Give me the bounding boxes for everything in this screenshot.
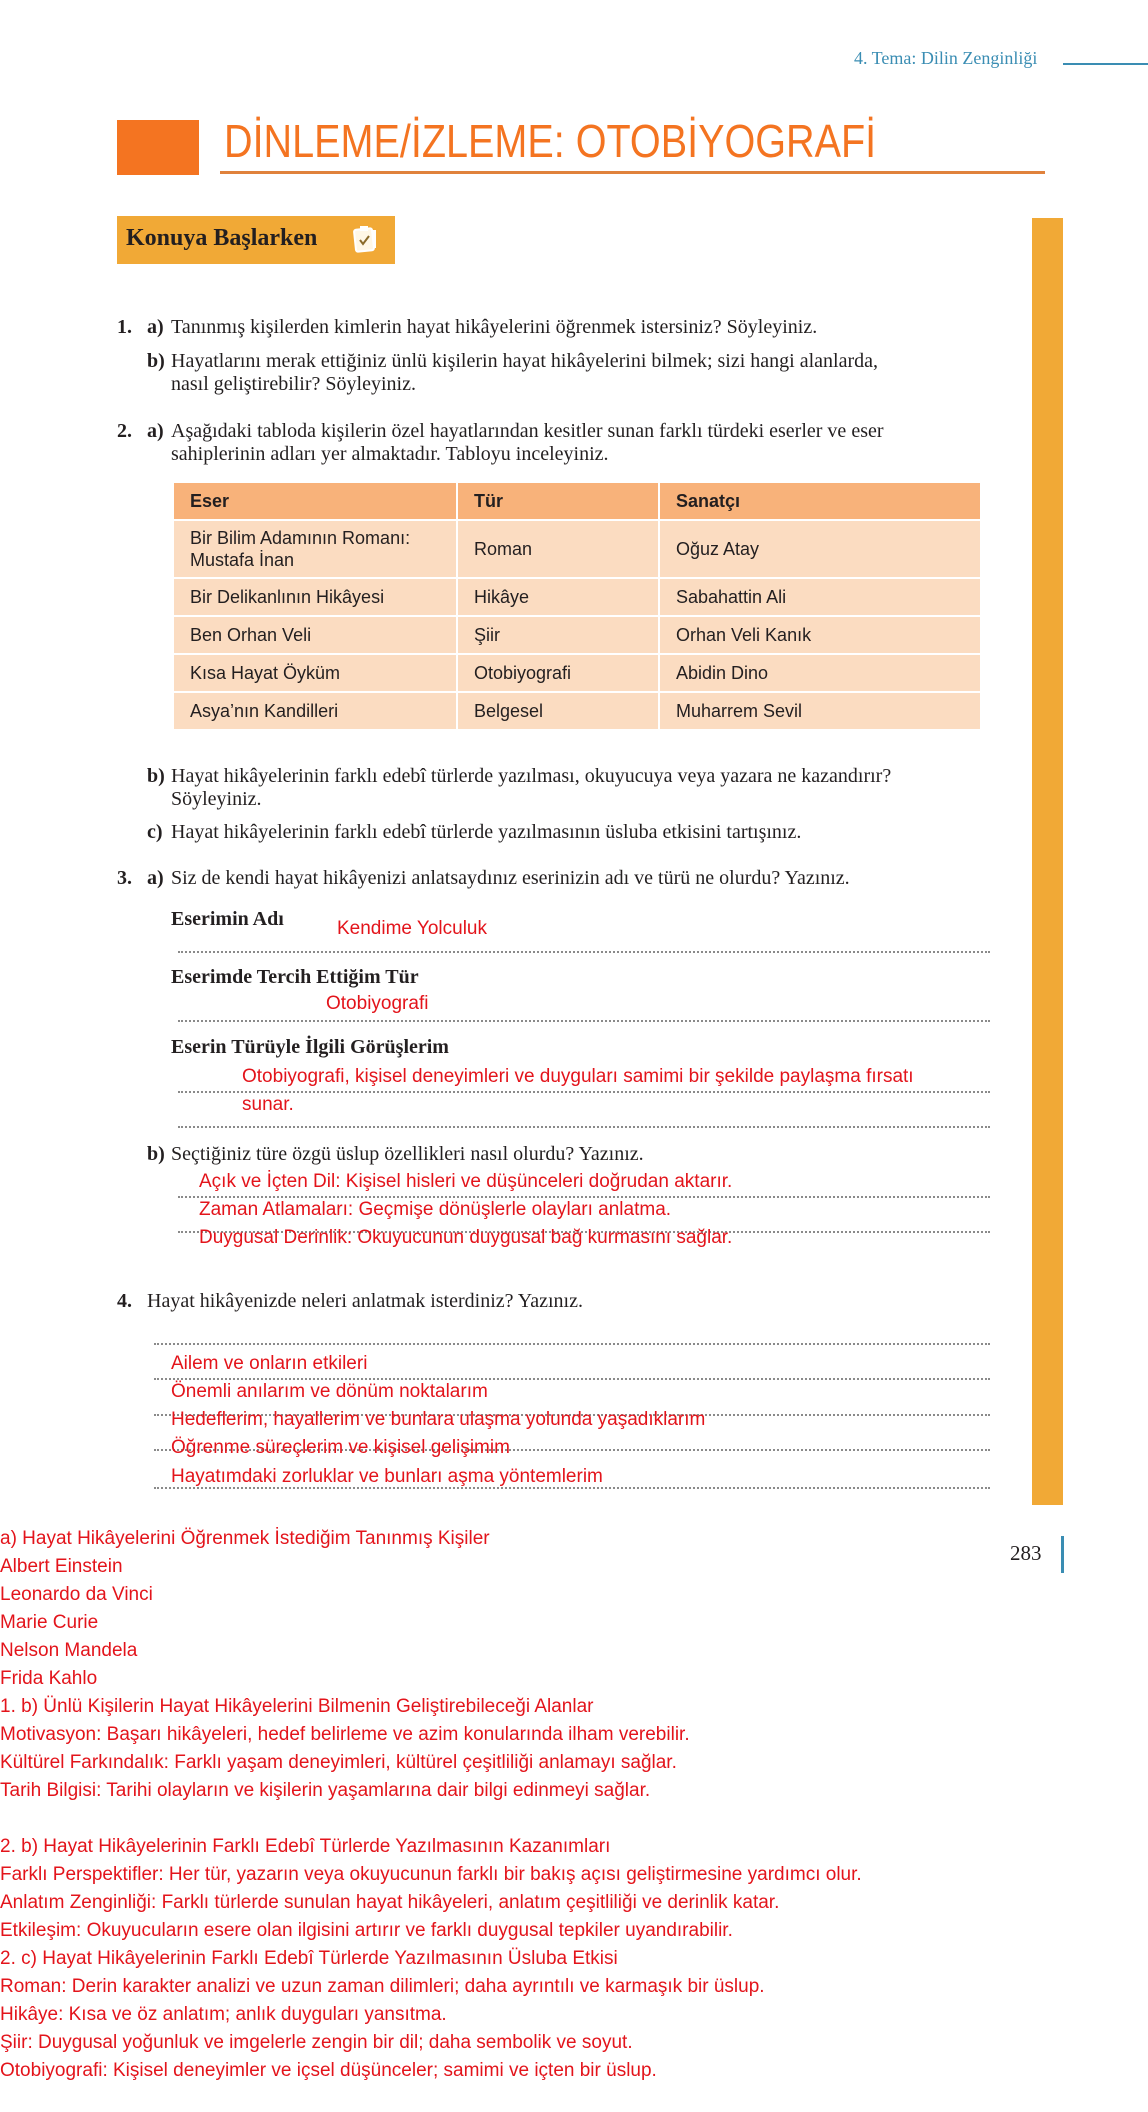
table-cell: Ben Orhan Veli — [174, 617, 456, 653]
style-answer[interactable]: Duygusal Derinlik: Okuyucunun duygusal bağ kurmasını sağlar. — [199, 1227, 733, 1248]
answer-line-text[interactable]: 2. c) Hayat Hikâyelerinin Farklı Edebî Türlerde Yazılmasının Üsluba Etkisi — [0, 1948, 618, 1969]
field-label-genre: Eserimde Tercih Ettiğim Tür — [171, 966, 419, 988]
title-marker — [117, 120, 199, 175]
table-row — [174, 579, 980, 615]
column-header: Sanatçı — [660, 483, 980, 519]
question-number: 2. — [117, 420, 132, 442]
answer-line — [178, 1196, 990, 1198]
answer-line-text[interactable]: Tarih Bilgisi: Tarihi olayların ve kişilerin yaşamlarına dair bilgi edinmeyi sağlar. — [0, 1780, 651, 1801]
answer-opinions[interactable]: sunar. — [242, 1094, 294, 1115]
table-cell: Şiir — [458, 617, 658, 653]
theme-header: 4. Tema: Dilin Zenginliği — [854, 48, 1038, 68]
answer-line-text[interactable]: Frida Kahlo — [0, 1668, 98, 1689]
answer-line-text[interactable]: Albert Einstein — [0, 1556, 123, 1577]
question-text: Siz de kendi hayat hikâyenizi anlatsaydınız eserinizin adı ve türü ne olurdu? Yazınız. — [171, 867, 850, 889]
life-story-answer[interactable]: Önemli anılarım ve dönüm noktalarım — [171, 1381, 488, 1402]
answer-line-text[interactable]: Hikâye: Kısa ve öz anlatım; anlık duyguları yansıtma. — [0, 2004, 447, 2025]
answer-line-text[interactable]: Anlatım Zenginliği: Farklı türlerde sunulan hayat hikâyeleri, anlatım çeşitliliği ve derinlik katar. — [0, 1892, 780, 1913]
question-text: sahiplerinin adları yer almaktadır. Tabloyu inceleyiniz. — [171, 443, 609, 465]
answer-genre[interactable]: Otobiyografi — [326, 993, 429, 1014]
table-cell: Bir Bilim Adamının Romanı: Mustafa İnan — [174, 521, 456, 577]
answer-line-text[interactable]: Motivasyon: Başarı hikâyeleri, hedef belirleme ve azim konularında ilham verebilir. — [0, 1724, 690, 1745]
table-cell: Oğuz Atay — [660, 521, 980, 577]
table-cell: Bir Delikanlının Hikâyesi — [174, 579, 456, 615]
table-cell: Asya’nın Kandilleri — [174, 693, 456, 729]
answer-line-text[interactable]: Şiir: Duygusal yoğunluk ve imgelerle zengin bir dil; daha sembolik ve soyut. — [0, 2032, 633, 2053]
section-badge-label: Konuya Başlarken — [126, 225, 318, 251]
table-cell: Otobiyografi — [458, 655, 658, 691]
answer-line-text[interactable]: a) Hayat Hikâyelerini Öğrenmek İstediğim Tanınmış Kişiler — [0, 1528, 490, 1549]
page-number: 283 — [1010, 1541, 1042, 1565]
sub-label: c) — [147, 821, 163, 843]
answer-line — [178, 1126, 990, 1128]
question-number: 3. — [117, 867, 132, 889]
column-header: Eser — [174, 483, 456, 519]
answer-line — [154, 1343, 990, 1345]
side-accent-bar — [1032, 218, 1063, 1505]
answer-line — [178, 951, 990, 953]
table-cell: Orhan Veli Kanık — [660, 617, 980, 653]
style-answer[interactable]: Zaman Atlamaları: Geçmişe dönüşlerle olayları anlatma. — [199, 1199, 672, 1220]
table-cell: Belgesel — [458, 693, 658, 729]
life-story-answer[interactable]: Hedeflerim, hayallerim ve bunlara ulaşma yolunda yaşadıklarım — [171, 1409, 706, 1430]
question-text: Seçtiğiniz türe özgü üslup özellikleri nasıl olurdu? Yazınız. — [171, 1143, 644, 1165]
answer-line — [154, 1487, 990, 1489]
question-text: Söyleyiniz. — [171, 788, 262, 810]
answer-line — [178, 1020, 990, 1022]
question-text: Aşağıdaki tabloda kişilerin özel hayatlarından kesitler sunan farklı türdeki eserler ve eser — [171, 420, 884, 442]
life-story-answer[interactable]: Hayatımdaki zorluklar ve bunları aşma yöntemlerim — [171, 1466, 603, 1487]
table-cell: Muharrem Sevil — [660, 693, 980, 729]
sub-label: b) — [147, 350, 165, 372]
question-text: Hayat hikâyelerinin farklı edebî türlerde yazılması, okuyucuya veya yazara ne kazandırır? — [171, 765, 892, 787]
answer-line-text[interactable]: Kültürel Farkındalık: Farklı yaşam deneyimleri, kültürel çeşitliliği anlamayı sağlar. — [0, 1752, 677, 1773]
answer-line-text[interactable]: 2. b) Hayat Hikâyelerinin Farklı Edebî Türlerde Yazılmasının Kazanımları — [0, 1836, 611, 1857]
sub-label: a) — [147, 316, 164, 338]
question-text: Hayat hikâyelerinin farklı edebî türlerde yazılmasının üsluba etkisini tartışınız. — [171, 821, 802, 843]
answer-line — [154, 1378, 990, 1380]
table-header-row — [174, 483, 980, 519]
table-cell: Hikâye — [458, 579, 658, 615]
clipboard-check-icon — [352, 224, 378, 254]
question-number: 1. — [117, 316, 132, 338]
sub-label: a) — [147, 867, 164, 889]
page-title: DİNLEME/İZLEME: OTOBİYOGRAFİ — [224, 115, 877, 167]
answer-line-text[interactable]: Leonardo da Vinci — [0, 1584, 153, 1605]
answer-line-text[interactable]: Roman: Derin karakter analizi ve uzun zaman dilimleri; daha ayrıntılı ve karmaşık bir üslup. — [0, 1976, 765, 1997]
sub-label: b) — [147, 1143, 165, 1165]
table-cell: Abidin Dino — [660, 655, 980, 691]
style-answer[interactable]: Açık ve İçten Dil: Kişisel hisleri ve düşünceleri doğrudan aktarır. — [199, 1171, 733, 1192]
works-table — [172, 481, 982, 731]
page-number-bar — [1061, 1536, 1064, 1573]
section-badge — [117, 216, 395, 264]
field-label-title: Eserimin Adı — [171, 908, 284, 930]
theme-rule — [1063, 63, 1148, 65]
question-number: 4. — [117, 1290, 132, 1312]
table-row — [174, 655, 980, 691]
column-header: Tür — [458, 483, 658, 519]
question-text: nasıl geliştirebilir? Söyleyiniz. — [171, 373, 416, 395]
answer-line-text[interactable]: Marie Curie — [0, 1612, 99, 1633]
answer-line-text[interactable]: Nelson Mandela — [0, 1640, 138, 1661]
life-story-answer[interactable]: Öğrenme süreçlerim ve kişisel gelişimim — [171, 1437, 510, 1458]
table-cell: Roman — [458, 521, 658, 577]
answer-line-text[interactable]: 1. b) Ünlü Kişilerin Hayat Hikâyelerini Bilmenin Geliştirebileceği Alanlar — [0, 1696, 594, 1717]
field-label-opinions: Eserin Türüyle İlgili Görüşlerim — [171, 1036, 449, 1058]
life-story-answer[interactable]: Ailem ve onların etkileri — [171, 1353, 368, 1374]
answer-opinions[interactable]: Otobiyografi, kişisel deneyimleri ve duyguları samimi bir şekilde paylaşma fırsatı — [242, 1066, 914, 1087]
answer-line-text[interactable]: Farklı Perspektifler: Her tür, yazarın veya okuyucunun farklı bir bakış açısı geliştirmesine yardımcı olur. — [0, 1864, 862, 1885]
question-text: Hayat hikâyenizde neleri anlatmak isterdiniz? Yazınız. — [147, 1290, 583, 1312]
table-row — [174, 617, 980, 653]
sub-label: a) — [147, 420, 164, 442]
answer-title[interactable]: Kendime Yolculuk — [337, 918, 487, 939]
answer-line-text[interactable]: Etkileşim: Okuyucuların esere olan ilgisini artırır ve farklı duygusal tepkiler uyandırabilir. — [0, 1920, 733, 1941]
table-row — [174, 521, 980, 577]
answer-line — [178, 1091, 990, 1093]
sub-label: b) — [147, 765, 165, 787]
question-text: Tanınmış kişilerden kimlerin hayat hikâyelerini öğrenmek istersiniz? Söyleyiniz. — [171, 316, 818, 338]
table-cell: Sabahattin Ali — [660, 579, 980, 615]
answer-line-text[interactable]: Otobiyografi: Kişisel deneyimler ve içsel düşünceler; samimi ve içten bir üslup. — [0, 2060, 657, 2081]
question-text: Hayatlarını merak ettiğiniz ünlü kişilerin hayat hikâyelerini bilmek; sizi hangi alanlarda, — [171, 350, 878, 372]
title-underline — [220, 171, 1045, 174]
table-cell: Kısa Hayat Öyküm — [174, 655, 456, 691]
table-row — [174, 693, 980, 729]
